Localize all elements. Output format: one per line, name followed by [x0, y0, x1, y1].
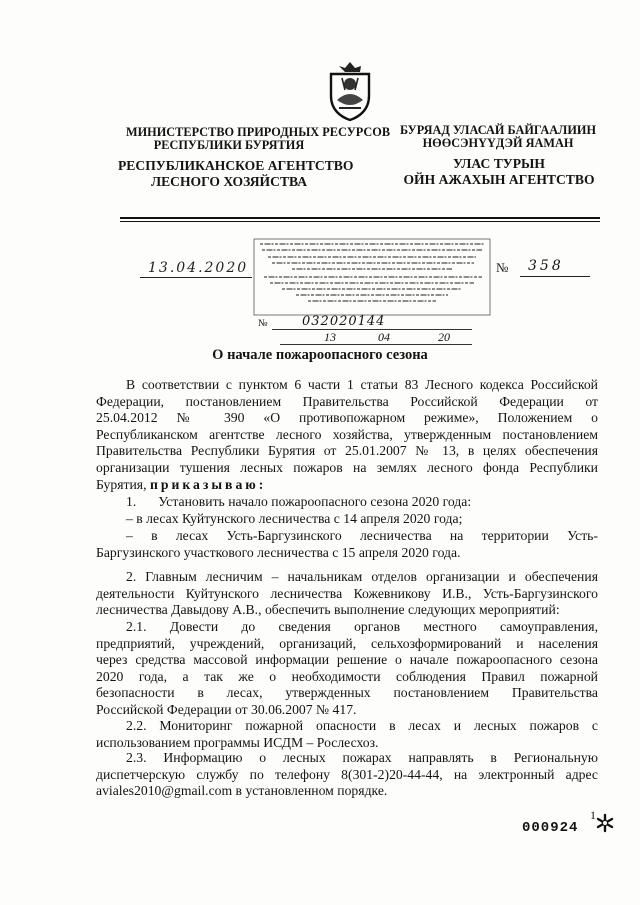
ministry-line-1-bua: БУРЯАД УЛАСАЙ БАЙГААЛИИН	[399, 123, 597, 137]
item-1a: – в лесах Куйтунского лесничества с 14 апреля 2020 года;	[126, 511, 463, 526]
stamp-number-label: №	[258, 318, 268, 329]
stamp-reg-day: 13	[324, 330, 336, 344]
document-title: О начале пожароопасного сезона	[212, 347, 428, 363]
item-2-2	[96, 718, 598, 751]
preamble-line: Правительства Республики Бурятия от 25.01.2007 № 13, в целях обеспечения	[96, 443, 598, 459]
item-2-3	[96, 750, 598, 800]
ministry-name-ru	[126, 125, 391, 152]
page-number: 1	[590, 808, 596, 822]
item-2-1-line: 2020 года, а так же о необходимости соблюдения Правил пожарной	[96, 668, 598, 684]
stamp-date-underline	[280, 344, 472, 345]
item-2-line: 2. Главным лесничим – начальникам отделов организации и обеспечения	[126, 569, 598, 584]
item-1-text: Установить начало пожароопасного сезона 2020 года:	[158, 494, 472, 509]
item-1b	[96, 528, 598, 561]
item-2-1-line: предприятий, учреждений, организаций, сельхозформирований и населения	[96, 635, 598, 651]
preamble-line: Федерации, постановлением Правительства Российской Федерации от	[96, 393, 598, 409]
preamble-line: Республиканском агентстве лесного хозяйства, утвержденным постановлением	[96, 426, 598, 442]
order-number-label: №	[496, 260, 509, 275]
ministry-line-2-bua: НӨӨСЭНҮҮДЭЙ ЯАМАН	[422, 136, 574, 150]
order-number: 358	[528, 258, 564, 274]
item-2-1-line: безопасности в лесах, утвержденных постановлением Правительства	[96, 685, 598, 701]
item-2-3-line: диспетчерскую службу по телефону 8(301-2)20-44-44, на электронный адрес	[96, 766, 598, 782]
header-rule-thick	[120, 217, 600, 219]
item-1-number: 1.	[126, 494, 137, 509]
agency-line-1-bua: УЛАС ТУРЫН	[453, 156, 545, 171]
coat-of-arms-emblem	[325, 60, 375, 122]
item-2-3-line: aviales2010@gmail.com в установленном порядке.	[96, 783, 388, 799]
agency-line-2-bua: ОЙН АЖАХЫН АГЕНТСТВО	[403, 172, 595, 187]
number-underline	[520, 276, 590, 277]
ministry-name-bua	[398, 124, 598, 150]
asterisk-mark-icon	[594, 812, 616, 834]
item-2-line: деятельности Куйтунского лесничества Кожевникову И.В., Усть-Баргузинского	[96, 585, 598, 601]
preamble-line: В соответствии с пунктом 6 части 1 статьи 83 Лесного кодекса Российской	[126, 377, 598, 392]
item-2-1-line: Российской Федерации от 30.06.2007 № 417.	[96, 701, 357, 717]
item-2-1-line: через средства массовой информации решение о начале пожароопасного сезона	[96, 652, 598, 668]
preamble-last-line	[96, 477, 598, 494]
ministry-line-1: МИНИСТЕРСТВО ПРИРОДНЫХ РЕСУРСОВ	[126, 125, 391, 139]
item-2-2-line: 2.2. Мониторинг пожарной опасности в лесах и лесных пожаров с	[126, 718, 598, 733]
preamble-end: Бурятия,	[96, 476, 147, 492]
registration-stamp	[252, 238, 492, 346]
item-2-3-line: 2.3. Информацию о лесных пожарах направлять в Региональную	[126, 750, 598, 765]
item-2	[96, 569, 598, 619]
preamble-line: организации тушения лесных пожаров на землях лесного фонда Республики	[96, 459, 598, 475]
header-rule-thin	[120, 221, 600, 222]
item-1	[126, 494, 471, 511]
item-2-line: лесничества Давыдову А.В., обеспечить выполнение следующих мероприятий:	[96, 602, 560, 618]
agency-line-1: РЕСПУБЛИКАНСКОЕ АГЕНТСТВО	[118, 158, 354, 173]
stamp-reg-number: 032020144	[302, 314, 386, 329]
item-1b-line-1: – в лесах Усть-Баргузинского лесничества на территории Усть-	[126, 528, 598, 543]
ministry-line-2: РЕСПУБЛИКИ БУРЯТИЯ	[153, 138, 305, 152]
preamble-paragraph	[96, 377, 598, 493]
agency-name-ru	[118, 158, 354, 190]
date-underline	[140, 277, 252, 278]
item-1b-line-2: Баргузинского участкового лесничества с 15 апреля 2020 года.	[96, 544, 461, 560]
order-word: приказываю:	[149, 476, 267, 492]
document-code: 000924	[522, 820, 579, 836]
item-2-2-line: использованием программы ИСДМ – Рослесхоз.	[96, 734, 379, 750]
item-2-1-line: 2.1. Довести до сведения органов местного самоуправления,	[126, 619, 598, 634]
stamp-reg-year: 20	[438, 330, 450, 344]
item-2-1	[96, 619, 598, 719]
agency-name-bua	[388, 156, 610, 188]
preamble-line: 25.04.2012 № 390 «О противопожарном режиме», Положением о	[96, 410, 598, 426]
stamp-reg-month: 04	[378, 330, 390, 344]
order-date: 13.04.2020	[148, 260, 249, 276]
agency-line-2: ЛЕСНОГО ХОЗЯЙСТВА	[150, 174, 308, 189]
